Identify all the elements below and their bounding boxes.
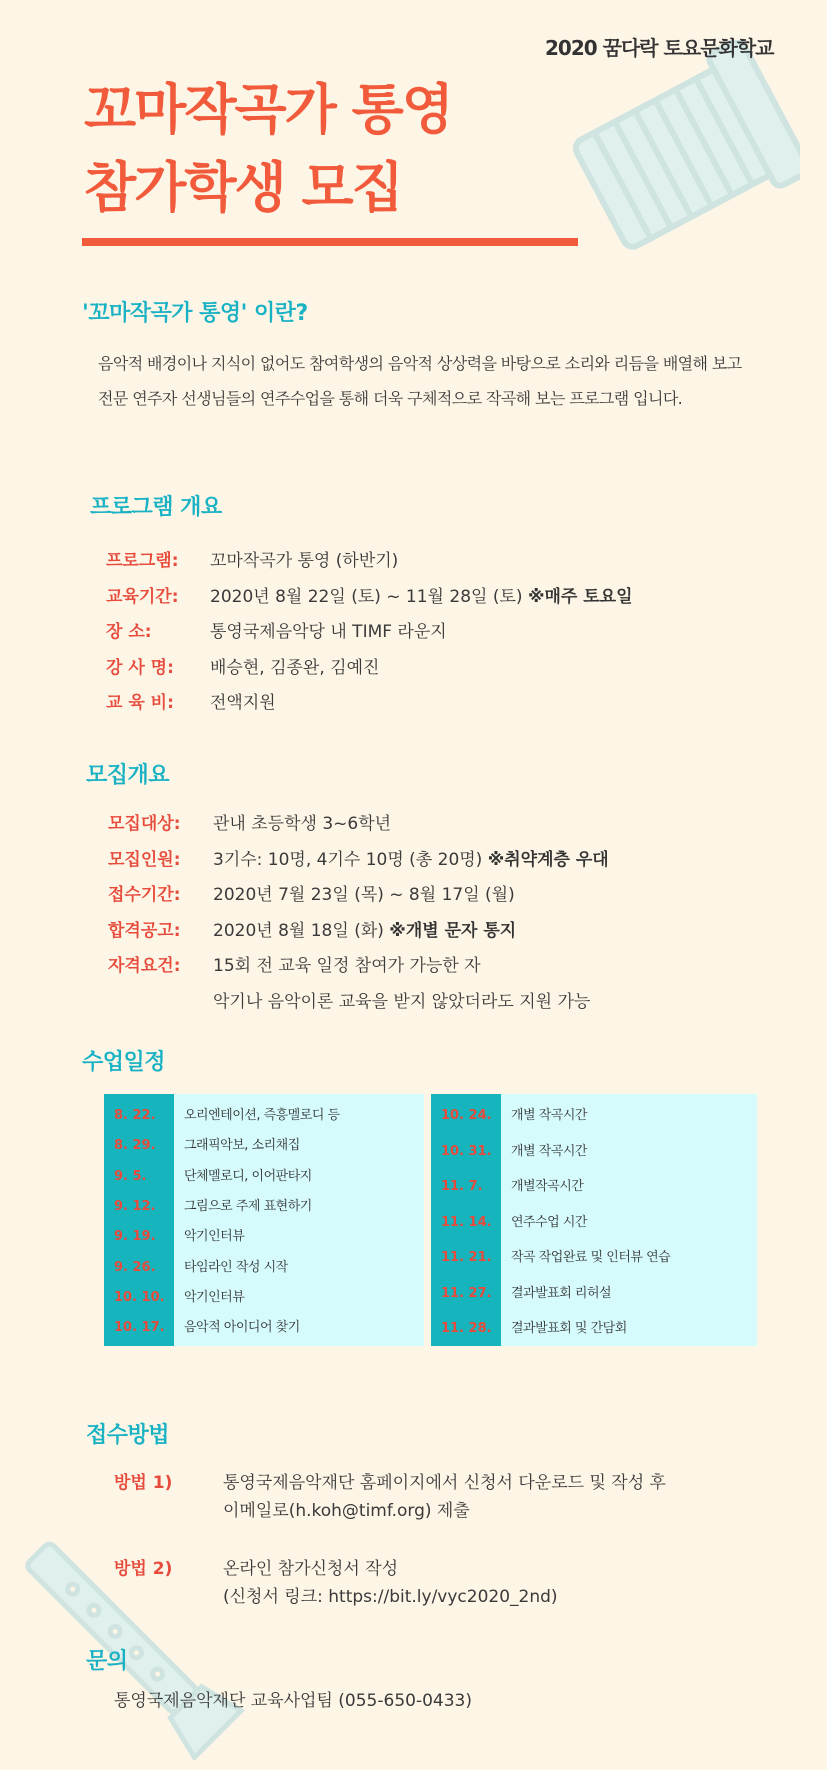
schedule-row [431,1246,757,1270]
clarinet-icon [20,1520,250,1760]
schedule-row [104,1195,424,1219]
schedule-table-left [104,1094,424,1346]
apply-heading: 접수방법 [86,1423,170,1448]
info-label: 교육기간: [106,586,179,607]
info-label: 자격요건: [108,956,181,976]
schedule-date: 8. 29. [114,1138,156,1154]
info-value [213,813,391,835]
schedule-activity: 타임라인 작성 시작 [184,1259,288,1275]
schedule-activity: 작곡 작업완료 및 인터뷰 연습 [511,1250,671,1265]
info-value-text: 2020년 7월 23일 (목) ~ 8월 17일 (월) [213,885,515,905]
schedule-row [104,1225,424,1249]
schedule-activity: 개별 작곡시간 [511,1108,587,1123]
contact-heading: 문의 [86,1649,128,1674]
schedule-date: 10. 10. [114,1289,165,1305]
info-value [213,920,516,942]
recruit-heading: 모집개요 [86,763,170,788]
school-label: 2020 꿈다락 토요문화학교 [545,36,774,60]
info-value-text: 3기수: 10명, 4기수 10명 (총 20명) [213,849,483,870]
schedule-activity: 오리엔테이션, 즉흥멜로디 등 [184,1108,340,1123]
schedule-date: 8. 22. [114,1108,156,1123]
apply-method-1-line1: 통영국제음악재단 홈페이지에서 신청서 다운로드 및 작성 후 [223,1473,666,1493]
info-value [213,849,609,871]
method-label: 방법 2) [114,1559,173,1579]
apply-method-2-line1: 온라인 참가신청서 작성 [223,1559,399,1579]
page-title-line2: 참가학생 모집 [84,156,402,219]
info-label: 모집대상: [108,814,181,834]
info-note: ※매주 토요일 [527,586,633,607]
info-label: 접수기간: [108,885,181,905]
info-label: 합격공고: [108,920,181,941]
schedule-row [431,1282,757,1306]
method-label: 방법 1) [114,1473,173,1493]
schedule-date: 11. 27. [441,1285,492,1301]
info-label: 교 육 비: [106,693,174,713]
schedule-activity: 개별작곡시간 [511,1179,584,1194]
apply-method-1-line2: 이메일로(h.koh@timf.org) 제출 [223,1501,470,1521]
schedule-date: 11. 14. [441,1214,492,1230]
schedule-date: 9. 26. [114,1259,156,1275]
info-label: 강 사 명: [106,657,174,678]
overview-heading: 프로그램 개요 [90,495,222,520]
schedule-activity: 결과발표회 리허설 [511,1285,612,1301]
schedule-row [104,1104,424,1128]
info-value-text: 관내 초등학생 3~6학년 [213,814,392,834]
info-value-text: 꼬마작곡가 통영 (하반기) [210,551,399,571]
info-note: ※취약계층 우대 [487,849,609,870]
schedule-activity: 음악적 아이디어 찾기 [184,1320,300,1336]
info-value [213,955,481,977]
schedule-activity: 그림으로 주제 표현하기 [184,1198,312,1214]
info-value-text: 악기나 음악이론 교육을 받지 않았더라도 지원 가능 [213,991,591,1012]
schedule-activity: 개별 작곡시간 [511,1143,587,1159]
schedule-activity: 악기인터뷰 [184,1289,245,1305]
info-label: 모집인원: [108,849,181,870]
schedule-row [104,1286,424,1310]
schedule-date: 11. 21. [441,1250,492,1265]
apply-method-2-line2: (신청서 링크: https://bit.ly/vyc2020_2nd) [223,1587,558,1607]
schedule-row [104,1134,424,1158]
info-label: 프로그램: [106,551,179,571]
schedule-heading: 수업일정 [82,1050,166,1075]
intro-text: 음악적 배경이나 지식이 없어도 참여학생의 음악적 상상력을 바탕으로 소리와 리듬을 배열해 보고 전문 연주자 선생님들의 연주수업을 통해 더욱 구체적으로 작곡해 보는 프로그램 입니다. [98,354,742,408]
schedule-row [431,1104,757,1128]
schedule-activity: 결과발표회 및 간담회 [511,1321,627,1336]
info-value [213,884,515,906]
info-value [210,586,633,608]
info-note: ※개별 문자 통지 [389,920,517,941]
schedule-activity: 연주수업 시간 [511,1214,587,1230]
schedule-row [104,1316,424,1340]
accordion-icon [560,40,800,270]
info-value-text: 15회 전 교육 일정 참여가 가능한 자 [213,956,481,976]
info-value-text: 전액지원 [210,693,276,713]
info-value-text: 2020년 8월 18일 (화) [213,920,384,941]
schedule-date: 11. 28. [441,1321,492,1336]
schedule-row [431,1317,757,1341]
info-value [210,621,447,643]
schedule-row [104,1256,424,1280]
schedule-row [431,1140,757,1164]
info-value-text: 2020년 8월 22일 (토) ~ 11월 28일 (토) [210,586,523,607]
schedule-row [104,1165,424,1189]
schedule-activity: 단체멜로디, 이어판타지 [184,1168,312,1184]
info-value [210,550,398,572]
intro-heading: '꼬마작곡가 통영' 이란? [82,301,308,326]
schedule-activity: 악기인터뷰 [184,1229,245,1245]
info-label: 장 소: [106,622,152,642]
schedule-date: 10. 24. [441,1108,492,1123]
schedule-date: 10. 31. [441,1143,492,1159]
page-title-line1: 꼬마작곡가 통영 [84,78,452,141]
info-value [210,692,276,714]
schedule-date: 10. 17. [114,1320,165,1336]
info-value [210,657,379,679]
schedule-date: 11. 7. [441,1179,483,1194]
schedule-date: 9. 12. [114,1198,156,1214]
info-value [213,991,590,1013]
info-value-text: 배승현, 김종완, 김예진 [210,657,380,678]
schedule-row [431,1211,757,1235]
schedule-activity: 그래픽악보, 소리채집 [184,1138,300,1154]
schedule-table-right [431,1094,757,1346]
contact-text: 통영국제음악재단 교육사업팀 (055-650-0433) [114,1691,472,1711]
schedule-row [431,1175,757,1199]
info-value-text: 통영국제음악당 내 TIMF 라운지 [210,622,447,642]
title-underline [82,238,578,246]
schedule-date: 9. 5. [114,1168,147,1184]
schedule-date: 9. 19. [114,1229,156,1245]
